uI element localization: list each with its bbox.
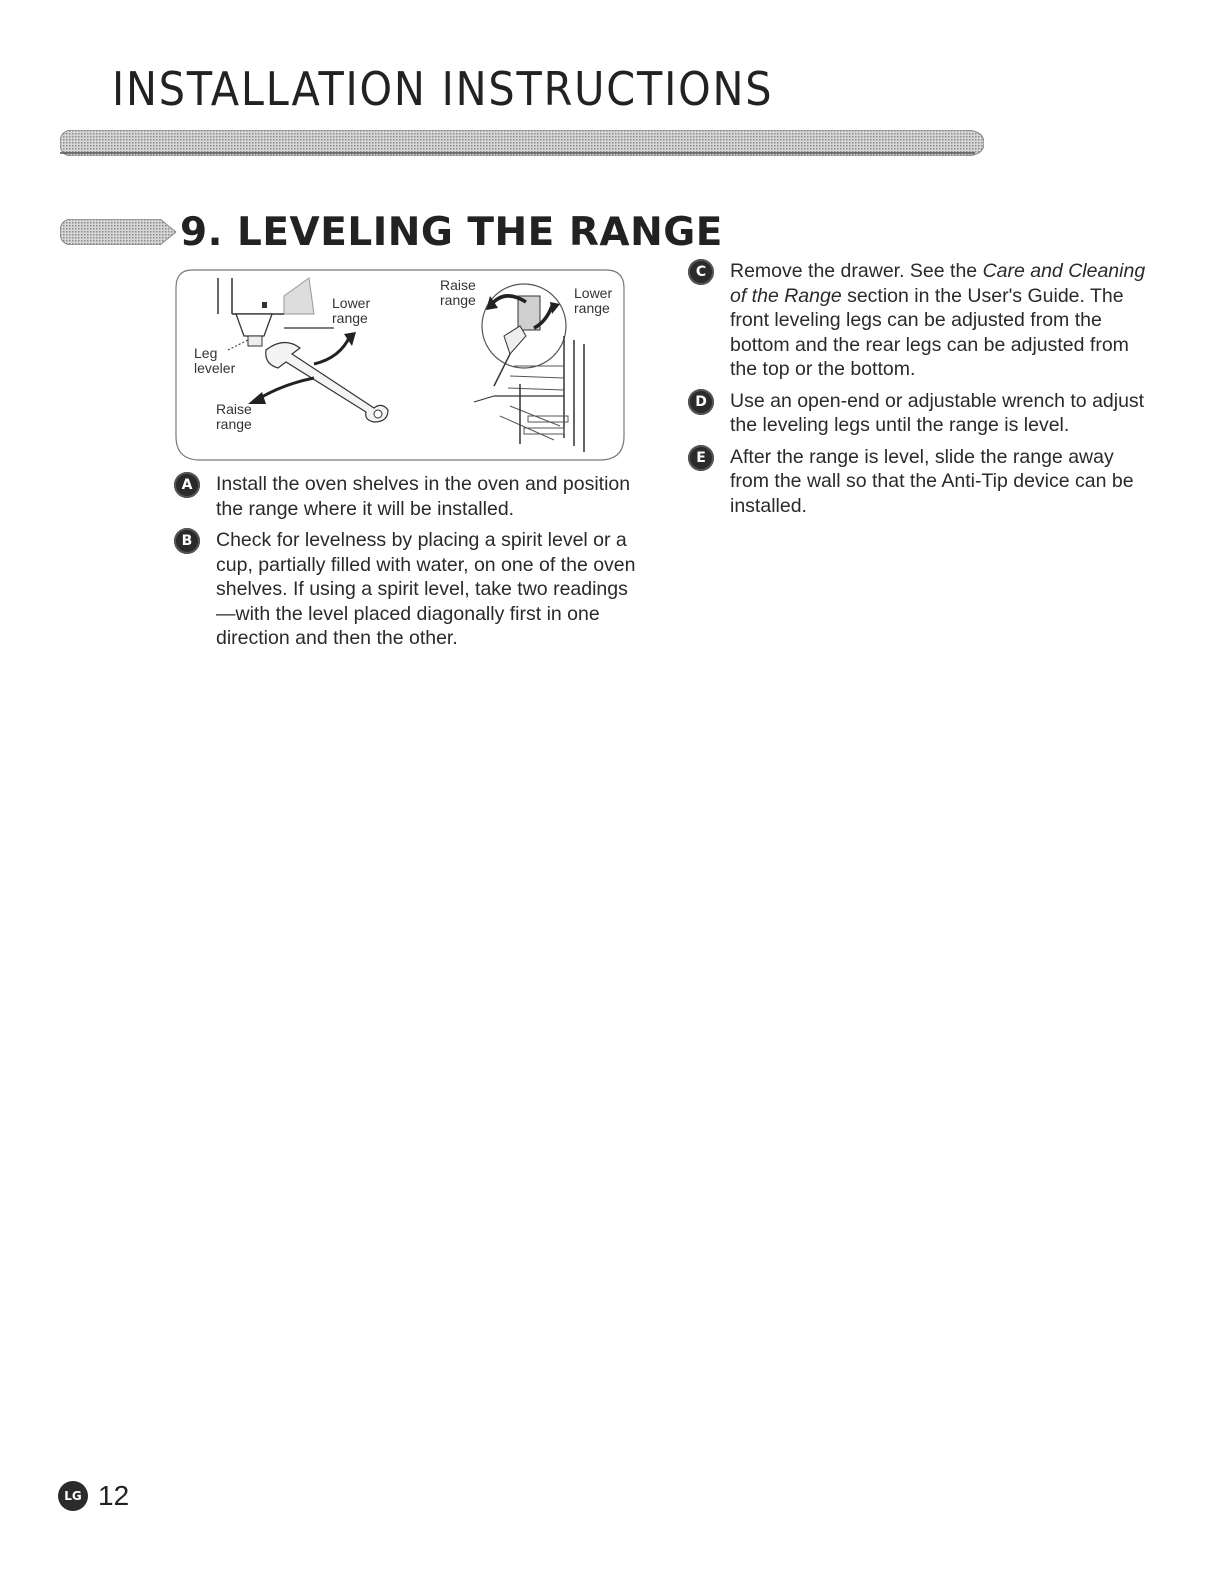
step-a-text: Install the oven shelves in the oven and position the range where it will be installed. <box>216 473 631 520</box>
label-lower-range-left: Lower range <box>332 295 371 326</box>
steps-right-column <box>688 259 1158 525</box>
section-title: 9. LEVELING THE RANGE <box>180 210 723 255</box>
leveling-illustration <box>174 266 626 464</box>
step-marker-e: E <box>688 445 714 471</box>
step-d-text: Use an open-end or adjustable wrench to adjust the leveling legs until the range is level. <box>730 389 1145 436</box>
step-c-text <box>730 259 1158 382</box>
step-c-text-before: Remove the drawer. See the <box>730 260 983 282</box>
step-c-text-after: section in the User's Guide. The front leveling legs can be adjusted from the bottom and the rear legs can be adjusted from the top or the bottom. <box>730 284 1129 380</box>
step-b-text: Check for levelness by placing a spirit level or a cup, partially filled with water, on one of the oven shelves. If using a spirit level, take two readings—with the level placed diagonally first in one direction and then the other. <box>216 529 636 649</box>
step-a <box>174 472 644 521</box>
step-d <box>688 389 1158 438</box>
page-footer <box>58 1480 129 1512</box>
lg-logo-icon: LG <box>58 1481 88 1511</box>
step-c <box>688 259 1158 382</box>
step-marker-d: D <box>688 389 714 415</box>
leveling-diagram <box>174 266 626 464</box>
steps-left-column <box>174 472 644 658</box>
step-marker-c: C <box>688 259 714 285</box>
step-c-text-italic: Care and Cleaning of the Range <box>730 260 1146 307</box>
step-marker-b: B <box>174 528 200 554</box>
step-b <box>174 528 644 651</box>
label-raise-range-right: Raise range <box>440 277 476 308</box>
step-e <box>688 445 1158 519</box>
step-marker-a: A <box>174 472 200 498</box>
page-header-title: INSTALLATION INSTRUCTIONS <box>112 62 774 116</box>
page-number: 12 <box>98 1480 130 1511</box>
section-bar <box>60 219 176 245</box>
step-e-text: After the range is level, slide the range away from the wall so that the Anti-Tip device can be installed. <box>730 445 1134 517</box>
label-leg-leveler: Leg leveler <box>194 345 236 376</box>
label-raise-range-left: Raise range <box>216 401 252 432</box>
header-bar <box>60 130 984 156</box>
label-lower-range-right: Lower range <box>574 285 613 316</box>
